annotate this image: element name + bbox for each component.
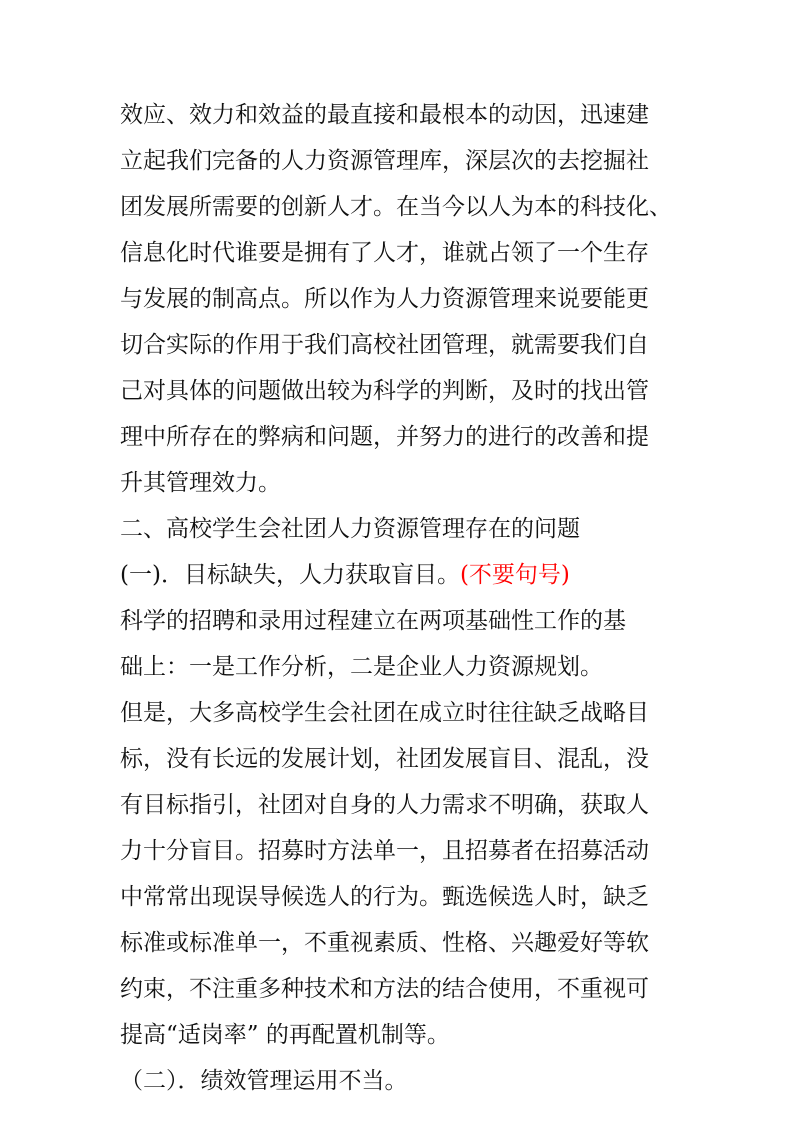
subsection-heading: （二）．绩效管理运用不当。 (120, 1068, 408, 1094)
paragraph-line: 信息化时代谁要是拥有了人才，谁就占领了一个生存 (120, 240, 649, 266)
paragraph-line: 效应、效力和效益的最直接和最根本的动因，迅速建 (120, 102, 649, 128)
paragraph-line: 提高“适岗率” 的再配置机制等。 (120, 1022, 450, 1048)
paragraph-line: 切合实际的作用于我们高校社团管理，就需要我们自 (120, 332, 649, 358)
paragraph-line: 力十分盲目。招募时方法单一，且招募者在招募活动 (120, 838, 649, 864)
paragraph-line: 但是，大多高校学生会社团在成立时往往缺乏战略目 (120, 700, 649, 726)
subsection-heading-text: (一)．目标缺失，人力获取盲目。 (120, 562, 460, 588)
paragraph-line: 立起我们完备的人力资源管理库，深层次的去挖掘社 (120, 148, 649, 174)
paragraph-line: 升其管理效力。 (120, 470, 281, 496)
paragraph-line: 有目标指引，社团对自身的人力需求不明确，获取人 (120, 792, 649, 818)
paragraph-line: 理中所存在的弊病和问题，并努力的进行的改善和提 (120, 424, 649, 450)
paragraph-line: 科学的招聘和录用过程建立在两项基础性工作的基 (120, 608, 626, 634)
editor-note: (不要句号) (459, 562, 570, 588)
paragraph-line: 标准或标准单一，不重视素质、性格、兴趣爱好等软 (120, 930, 649, 956)
paragraph-line: 己对具体的问题做出较为科学的判断，及时的找出管 (120, 378, 649, 404)
subsection-heading (120, 552, 700, 598)
section-heading: 二、高校学生会社团人力资源管理存在的问题 (120, 516, 580, 542)
paragraph-line: 团发展所需要的创新人才。在当今以人为本的科技化、 (120, 194, 672, 220)
paragraph-line: 约束，不注重多种技术和方法的结合使用，不重视可 (120, 976, 649, 1002)
document-body (120, 92, 700, 1104)
paragraph-line: 标，没有长远的发展计划，社团发展盲目、混乱，没 (120, 746, 649, 772)
paragraph-line: 础上：一是工作分析，二是企业人力资源规划。 (120, 654, 603, 680)
paragraph-line: 中常常出现误导候选人的行为。甄选候选人时，缺乏 (120, 884, 649, 910)
paragraph-line: 与发展的制高点。所以作为人力资源管理来说要能更 (120, 286, 649, 312)
